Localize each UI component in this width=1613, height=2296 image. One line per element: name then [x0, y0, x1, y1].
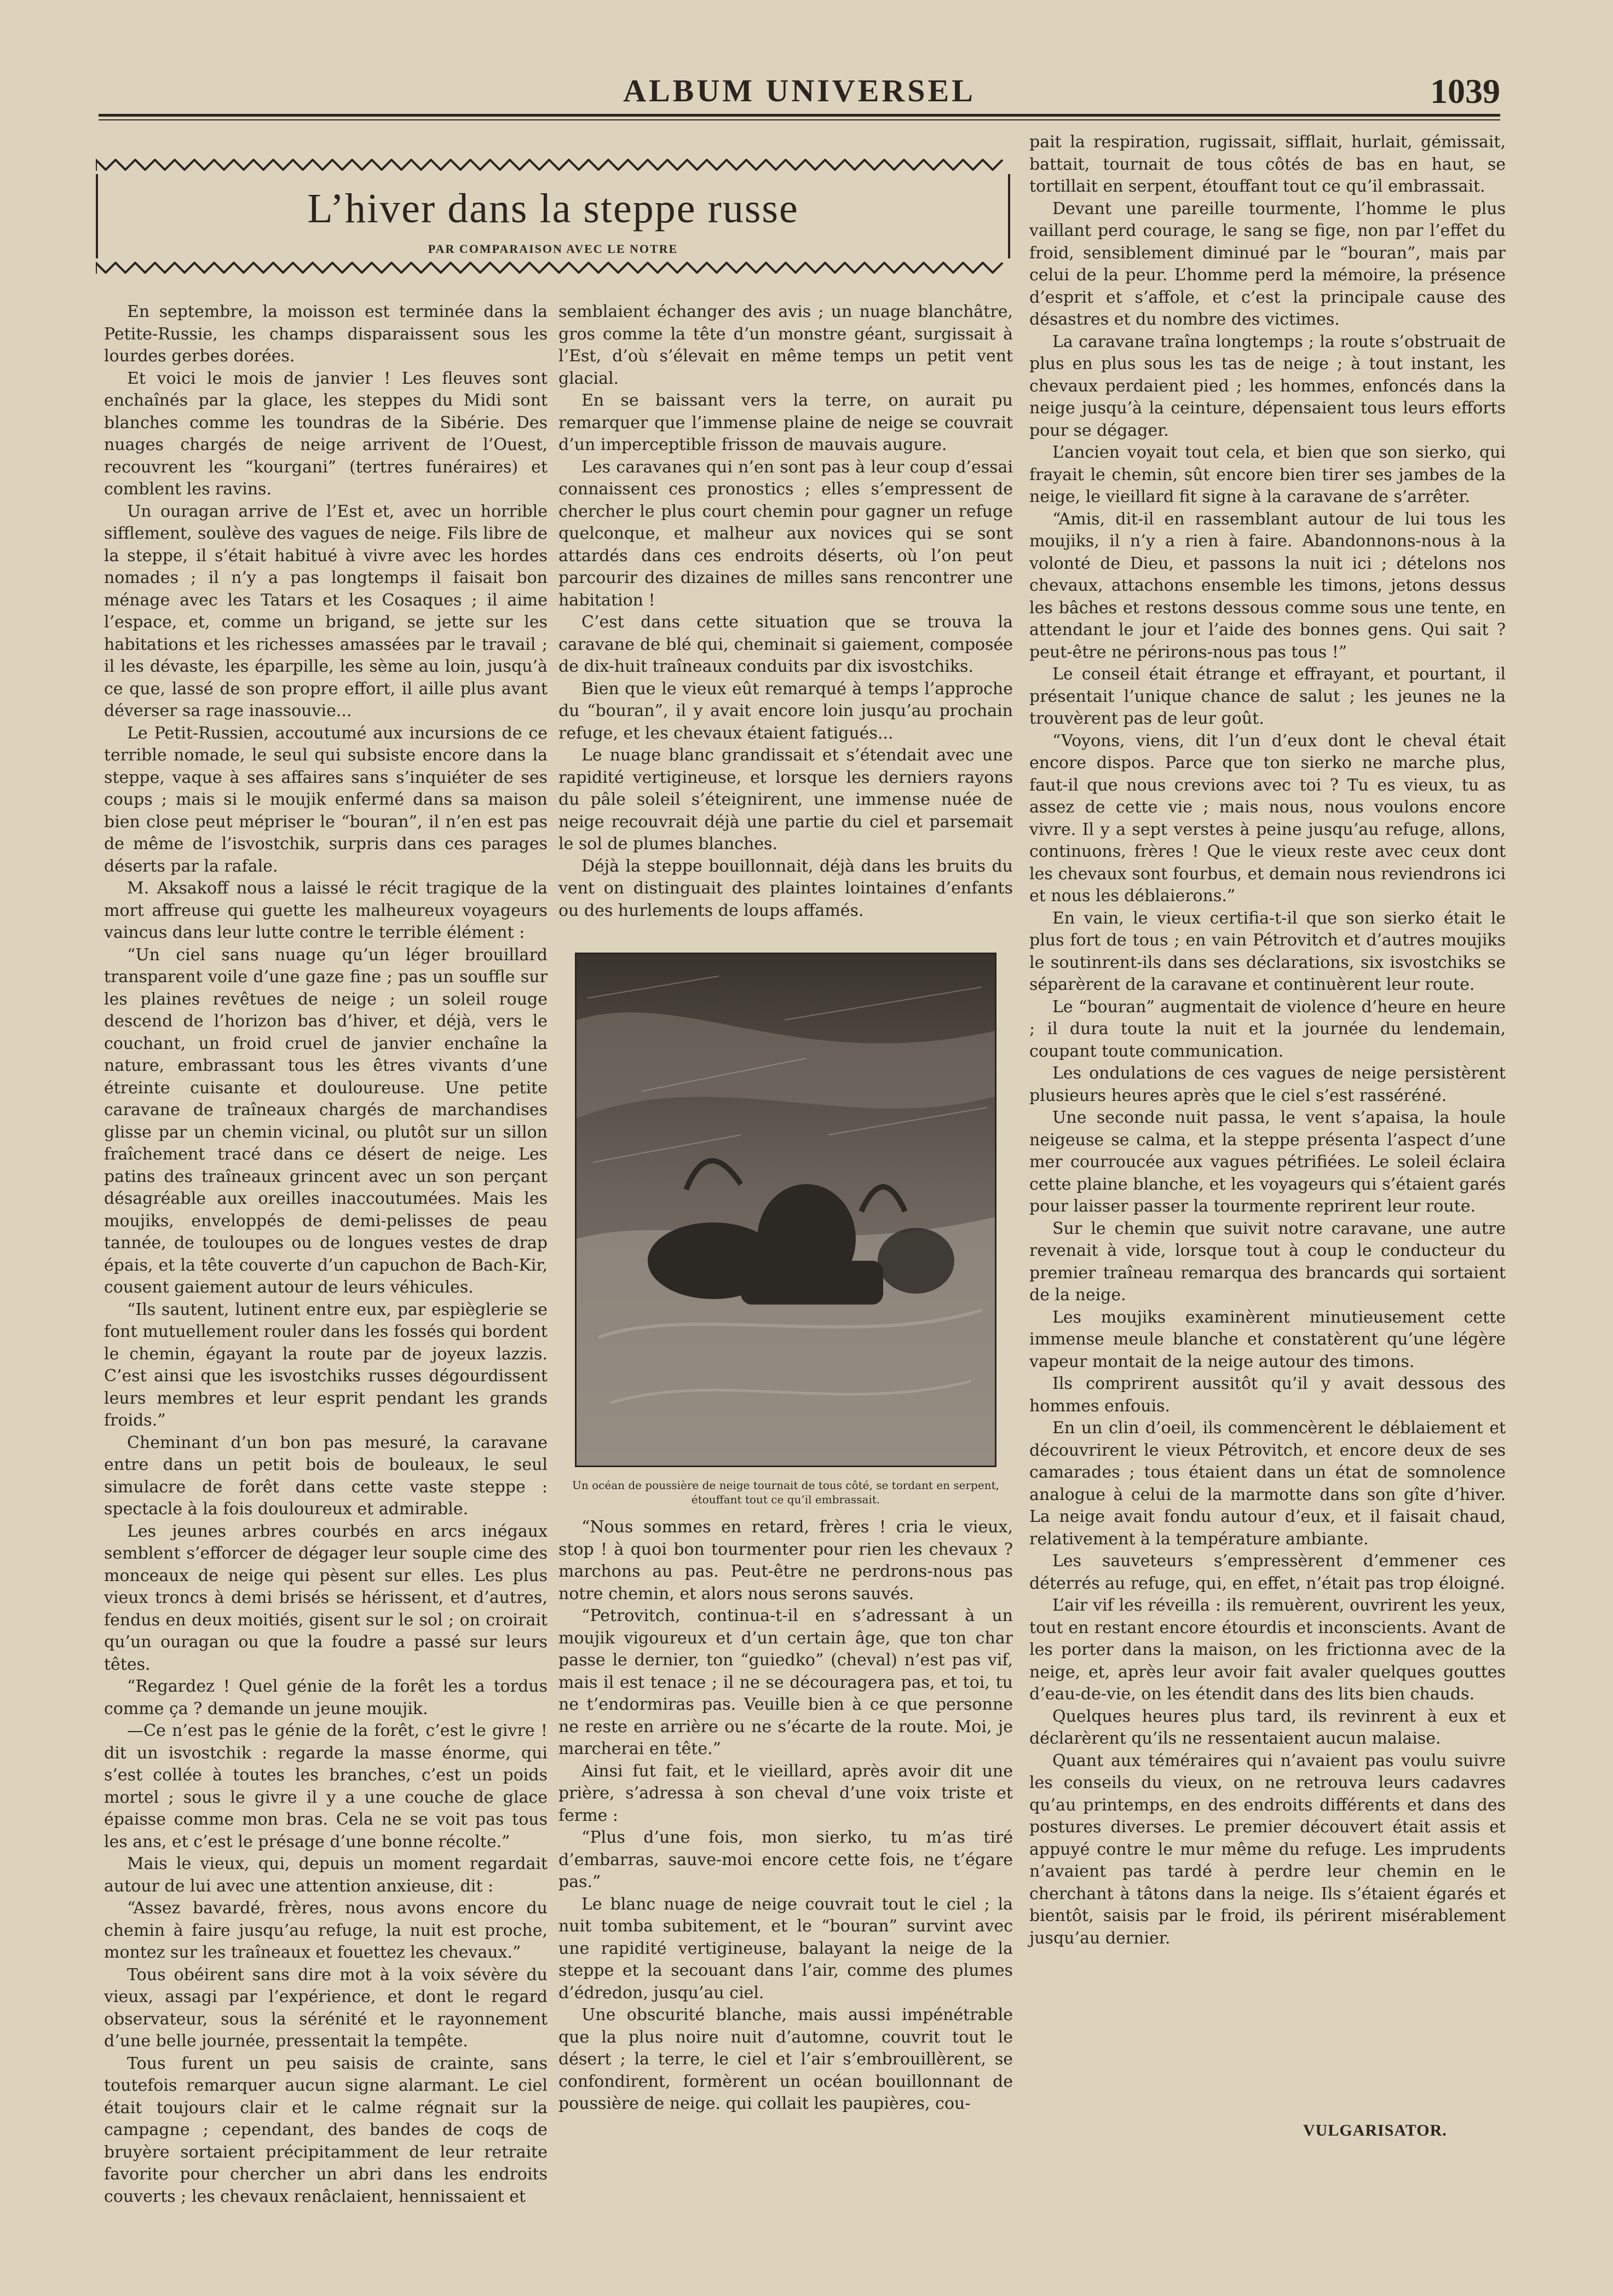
- paragraph: Cheminant d’un bon pas mesuré, la caravane entre dans un petit bois de bouleaux, le seul simulacre de forêt dans cette vaste steppe : spectacle à la fois douloureux et admirable.: [104, 1433, 548, 1519]
- paragraph: Une seconde nuit passa, le vent s’apaisa, la houle neigeuse se calma, et la steppe présenta l’aspect d’une mer courroucée aux vagues pétrifiées. Le soleil éclaira cette plaine blanche, et les voyageurs qui s’étaient garés pour laisser passer la tourmente reprirent leur route.: [1029, 1108, 1506, 1216]
- paragraph: Les sauveteurs s’empressèrent d’emmener ces déterrés au refuge, qui, en effet, n’était pas trop éloigné.: [1029, 1551, 1506, 1593]
- paragraph: “Amis, dit-il en rassemblant autour de lui tous les moujiks, il n’y a rien à faire. Abandonnons-nous à la volonté de Dieu, et passons la nuit ici ; dételons nos chevaux, attachons ensemble les timons, jetons dessus les bâches et restons dessous comme sous une tente, en attendant le jour et l’aide des bonnes gens. Qui sait ? peut-être ne périrons-nous pas tous !”: [1029, 509, 1506, 662]
- paragraph: Tous furent un peu saisis de crainte, sans toutefois remarquer aucun signe alarmant. Le ciel était toujours clair et le calme régnait sur la campagne ; cependant, des bandes de coqs de bruyère sortaient précipitamment de leur retraite favorite pour chercher un abri dans les endroits couverts ; les chevaux renâclaient, hennissaient et: [104, 2053, 548, 2206]
- paragraph: M. Aksakoff nous a laissé le récit tragique de la mort affreuse qui guette les malheureux voyageurs vaincus dans leur lutte contre le terrible élément :: [104, 879, 548, 942]
- paragraph: Les ondulations de ces vagues de neige persistèrent plusieurs heures après que le ciel s’est rasséréné.: [1029, 1064, 1506, 1105]
- paragraph: Une obscurité blanche, mais aussi impénétrable que la plus noire nuit d’automne, couvrit tout le désert ; la terre, le ciel et l’air s’embrouillèrent, se confondirent, formèrent un océan bouillonnant de poussière de neige. qui collait les paupières, cou-: [558, 2005, 1013, 2113]
- paragraph: “Assez bavardé, frères, nous avons encore du chemin à faire jusqu’au refuge, la nuit est proche, montez sur les traîneaux et fouettez les chevaux.”: [104, 1899, 548, 1962]
- paragraph: Ainsi fut fait, et le vieillard, après avoir dit une prière, s’adressa à son cheval d’une voix triste et ferme :: [558, 1761, 1013, 1825]
- paragraph: —Ce n’est pas le génie de la forêt, c’est le givre ! dit un isvostchik : regarde la masse énorme, qui s’est collée à toutes les branches, c’est un poids mortel ; sous le givre il y a une couche de glace épaisse comme mon bras. Cela ne se voit pas tous les ans, et c’est le présage d’une bonne récolte.”: [104, 1721, 548, 1851]
- header-rule-thin: [99, 119, 1500, 120]
- article-title-box: [96, 159, 1010, 274]
- paragraph: Le Petit-Russien, accoutumé aux incursions de ce terrible nomade, le seul qui subsiste encore dans la steppe, vaque à ses affaires sans s’inquiéter de ses coups ; mais si le moujik enfermé dans sa maison bien close peut mépriser le “bouran”, il n’en est pas de même de l’isvostchik, surpris dans ces parages déserts par la rafale.: [104, 723, 548, 876]
- paragraph: Bien que le vieux eût remarqué à temps l’approche du “bouran”, il y avait encore loin jusqu’au prochain refuge, et les chevaux étaient fatigués...: [558, 679, 1013, 743]
- paragraph: La caravane traîna longtemps ; la route s’obstruait de plus en plus sous les tas de neige ; à tout instant, les chevaux perdaient pied ; les hommes, enfoncés dans la neige jusqu’à la ceinture, dépensaient tous leurs efforts pour se dégager.: [1029, 332, 1506, 440]
- paragraph: pait la respiration, rugissait, sifflait, hurlait, gémissait, battait, tournait de tous côtés de bas en haut, se tortillait en serpent, étouffant tout ce qu’il embrassait.: [1029, 132, 1506, 196]
- article-title: L’hiver dans la steppe russe: [307, 186, 799, 232]
- paragraph: “Nous sommes en retard, frères ! cria le vieux, stop ! à quoi bon tourmenter pour rien les chevaux ? marchons au pas. Peut-être ne perdrons-nous pas notre chemin, et alors nous serons sauvés.: [558, 1518, 1013, 1603]
- paragraph: “Ils sautent, lutinent entre eux, par espièglerie se font mutuellement rouler dans les fossés qui bordent le chemin, égayant la route par de joyeux lazzis. C’est ainsi que les isvostchiks russes dégourdissent leurs membres et leur esprit pendant les grands froids.”: [104, 1300, 548, 1430]
- zigzag-border-top: [96, 159, 1010, 171]
- paragraph: “Plus d’une fois, mon sierko, tu m’as tiré d’embarras, sauve-moi encore cette fois, ne t’égare pas.”: [558, 1828, 1013, 1891]
- paragraph: En septembre, la moisson est terminée dans la Petite-Russie, les champs disparaissent sous les lourdes gerbes dorées.: [104, 302, 548, 366]
- paragraph: C’est dans cette situation que se trouva la caravane de blé qui, cheminait si gaiement, composée de dix-huit traîneaux conduits par dix isvostchiks.: [558, 613, 1013, 676]
- paragraph: Ils comprirent aussitôt qu’il y avait dessous des hommes enfouis.: [1029, 1374, 1506, 1416]
- paragraph: Quant aux téméraires qui n’avaient pas voulu suivre les conseils du vieux, on ne retrouva leurs cadavres qu’au printemps, en des endroits différents et dans des postures diverses. Le premier découvert était assis et appuyé contre le mur même du refuge. Les imprudents n’avaient pas tardé à perdre leur chemin en le cherchant à tâtons dans la neige. Ils s’étaient égarés et bientôt, saisis par le froid, ils périrent misérablement jusqu’au dernier.: [1029, 1751, 1506, 1948]
- paragraph: Un ouragan arrive de l’Est et, avec un horrible sifflement, soulève des vagues de neige. Fils libre de la steppe, il s’était habitué à vivre avec les hordes nomades ; il n’y a pas longtemps il faisait bon ménage avec les Tatars et les Cosaques ; il aime l’espace, et, comme un brigand, se jette sur les habitations et les richesses amassées par le travail ; il les dévaste, les éparpille, les sème au loin, jusqu’à ce que, lassé de son propre effort, il aille plus avant déverser sa rage inassouvie...: [104, 501, 548, 720]
- paragraph: Le blanc nuage de neige couvrait tout le ciel ; la nuit tomba subitement, et le “bouran” survint avec une rapidité vertigineuse, balayant la neige de la steppe et la secouant dans l’air, comme des plumes d’édredon, jusqu’au ciel.: [558, 1894, 1013, 2003]
- paragraph: Tous obéirent sans dire mot à la voix sévère du vieux, assagi par l’expérience, et dont le regard observateur, sous la sérénité et le rayonnement d’une belle journée, pressentait la tempête.: [104, 1965, 548, 2051]
- paragraph: L’air vif les réveilla : ils remuèrent, ouvrirent les yeux, tout en restant encore étourdis et inconscients. Avant de les porter dans la maison, on les frictionna avec de la neige, et, après leur avoir fait avaler quelques gouttes d’eau-de-vie, on les étendit dans des lits bien chauds.: [1029, 1596, 1506, 1704]
- paragraph: “Regardez ! Quel génie de la forêt les a tordus comme ça ? demande un jeune moujik.: [104, 1677, 548, 1718]
- author-signature: VULGARISATOR.: [1303, 2121, 1447, 2139]
- article-subtitle: PAR COMPARAISON AVEC LE NOTRE: [428, 242, 678, 256]
- paragraph: Le conseil était étrange et effrayant, et pourtant, il présentait l’unique chance de salut ; les jeunes ne la trouvèrent pas de leur goût.: [1029, 665, 1506, 728]
- paragraph: semblaient échanger des avis ; un nuage blanchâtre, gros comme la tête d’un monstre géant, surgissait à l’Est, d’où s’élevait en même temps un petit vent glacial.: [558, 302, 1013, 388]
- engraving-illustration: [575, 953, 996, 1467]
- paragraph: “Voyons, viens, dit l’un d’eux dont le cheval était encore dispos. Parce que ton sierko ne marche plus, faut-il que nous crevions avec toi ? Tu es vieux, tu as assez de cette vie ; mais nous, nous voulons encore vivre. Il y a sept verstes à peine jusqu’au refuge, allons, continuons, frères ! Que le vieux reste avec ceux dont les chevaux sont fourbus, et demain nous reviendrons ici et nous les déblaierons.”: [1029, 731, 1506, 905]
- header-rule-thick: [99, 114, 1500, 117]
- zigzag-border-bottom: [96, 262, 1010, 274]
- paragraph: Les jeunes arbres courbés en arcs inégaux semblent s’efforcer de dégager leur souple cime des monceaux de neige qui pèsent sur elles. Les plus vieux troncs à demi brisés se hérissent, et d’autres, fendus en deux moitiés, gisent sur le sol ; on croirait qu’un ouragan ou que la foudre a passé sur leurs têtes.: [104, 1521, 548, 1674]
- paragraph: Quelques heures plus tard, ils revinrent à eux et déclarèrent qu’ils ne ressentaient aucun malaise.: [1029, 1706, 1506, 1748]
- paragraph: Le “bouran” augmentait de violence d’heure en heure ; il dura toute la nuit et la journée du lendemain, coupant toute communication.: [1029, 997, 1506, 1061]
- paragraph: Les moujiks examinèrent minutieusement cette immense meule blanche et constatèrent qu’une légère vapeur montait de la neige autour des timons.: [1029, 1307, 1506, 1371]
- paragraph: Mais le vieux, qui, depuis un moment regardait autour de lui avec une attention anxieuse, dit :: [104, 1854, 548, 1896]
- title-frame: [96, 174, 1010, 258]
- paragraph: Déjà la steppe bouillonnait, déjà dans les bruits du vent on distinguait des plaintes lointaines d’enfants ou des hurlements de loups affamés.: [558, 856, 1013, 920]
- sleigh-in-snowstorm-image: [577, 954, 995, 1466]
- paragraph: Les caravanes qui n’en sont pas à leur coup d’essai connaissent ces pronostics ; elles s’empressent de chercher le plus court chemin pour gagner un refuge quelconque, et malheur aux novices qui se sont attardés dans ces endroits déserts, où l’on peut parcourir des dizaines de milles sans rencontrer une habitation !: [558, 457, 1013, 610]
- column-2-top: [558, 301, 1013, 920]
- paragraph: L’ancien voyait tout cela, et bien que son sierko, qui frayait le chemin, sût encore bien tirer ses jambes de la neige, le vieillard fit signe à la caravane de s’arrêter.: [1029, 443, 1506, 506]
- column-3: [1029, 131, 1506, 2113]
- illustration-caption: Un océan de poussière de neige tournait de tous côté, se tordant en serpent, étouffant tout ce qu’il embrassait.: [572, 1479, 999, 1506]
- paragraph: “Un ciel sans nuage qu’un léger brouillard transparent voile d’une gaze fine ; pas un souffle sur les plaines revêtues de neige ; un soleil rouge descend de l’horizon bas d’hiver, et déjà, vers le couchant, un froid cruel de janvier enchaîne la nature, embrassant tous les êtres vivants d’une étreinte cuisante et douloureuse. Une petite caravane de traîneaux chargés de marchandises glisse par un chemin vicinal, ou plutôt sur un sillon fraîchement tracé dans ce désert de neige. Les patins des traîneaux grincent avec un son perçant désagréable aux oreilles inaccoutumées. Mais les moujiks, enveloppés de demi-pelisses de peau tannée, de touloupes ou de longues vestes de drap épais, et la tête couverte d’un capuchon de Bach-Kir, cousent gaiement autour de leurs véhicules.: [104, 945, 548, 1297]
- paragraph: Devant une pareille tourmente, l’homme le plus vaillant perd courage, le sang se fige, non par l’effet du froid, sensiblement diminué par le “bouran”, mais par celui de la peur. L’homme perd la mémoire, la présence d’esprit et s’affole, et c’est la principale cause des désastres et du nombre des victimes.: [1029, 199, 1506, 329]
- page-number: 1039: [1430, 72, 1500, 111]
- paragraph: En un clin d’oeil, ils commencèrent le déblaiement et découvrirent le vieux Pétrovitch, et encore deux de ses camarades ; tous étaient dans un état de somnolence analogue à celui de la marmotte dans son gîte d’hiver. La neige avait fondu autour d’eux, et il faisait chaud, relativement à la température ambiante.: [1029, 1418, 1506, 1549]
- publication-title: ALBUM UNIVERSEL: [623, 73, 976, 108]
- paragraph: “Petrovitch, continua-t-il en s’adressant à un moujik vigoureux et d’un certain âge, que ton char passe le dernier, ton “guiedko” (cheval) n’est pas vif, mais il est tenace ; il ne se découragera pas, et toi, tu ne t’endormiras pas. Veuille bien à ce que personne ne reste en arrière ou ne s’écarte de la route. Moi, je marcherai en tête.”: [558, 1606, 1013, 1758]
- column-2-bottom: [558, 1516, 1013, 2141]
- paragraph: En vain, le vieux certifia-t-il que son sierko était le plus fort de tous ; en vain Pétrovitch et d’autres moujiks le soutinrent-ils dans ses déclarations, six isvostchiks se séparèrent de la caravane et continuèrent leur route.: [1029, 908, 1506, 994]
- column-1: [104, 301, 548, 2206]
- masthead: [99, 71, 1500, 118]
- paragraph: Et voici le mois de janvier ! Les fleuves sont enchaînés par la glace, les steppes du Midi sont blanches comme les toundras de la Sibérie. Des nuages chargés de neige arrivent de l’Ouest, recouvrent les “kourgani” (tertres funéraires) et comblent les ravins.: [104, 368, 548, 499]
- paragraph: En se baissant vers la terre, on aurait pu remarquer que l’immense plaine de neige se couvrait d’un imperceptible frisson de mauvais augure.: [558, 391, 1013, 454]
- paragraph: Le nuage blanc grandissait et s’étendait avec une rapidité vertigineuse, et lorsque les derniers rayons du pâle soleil s’éteignirent, une immense nuée de neige recouvrait déjà une partie du ciel et parsemait le sol de plumes blanches.: [558, 746, 1013, 853]
- paragraph: Sur le chemin que suivit notre caravane, une autre revenait à vide, lorsque tout à coup le conducteur du premier traîneau remarqua des brancards qui sortaient de la neige.: [1029, 1219, 1506, 1305]
